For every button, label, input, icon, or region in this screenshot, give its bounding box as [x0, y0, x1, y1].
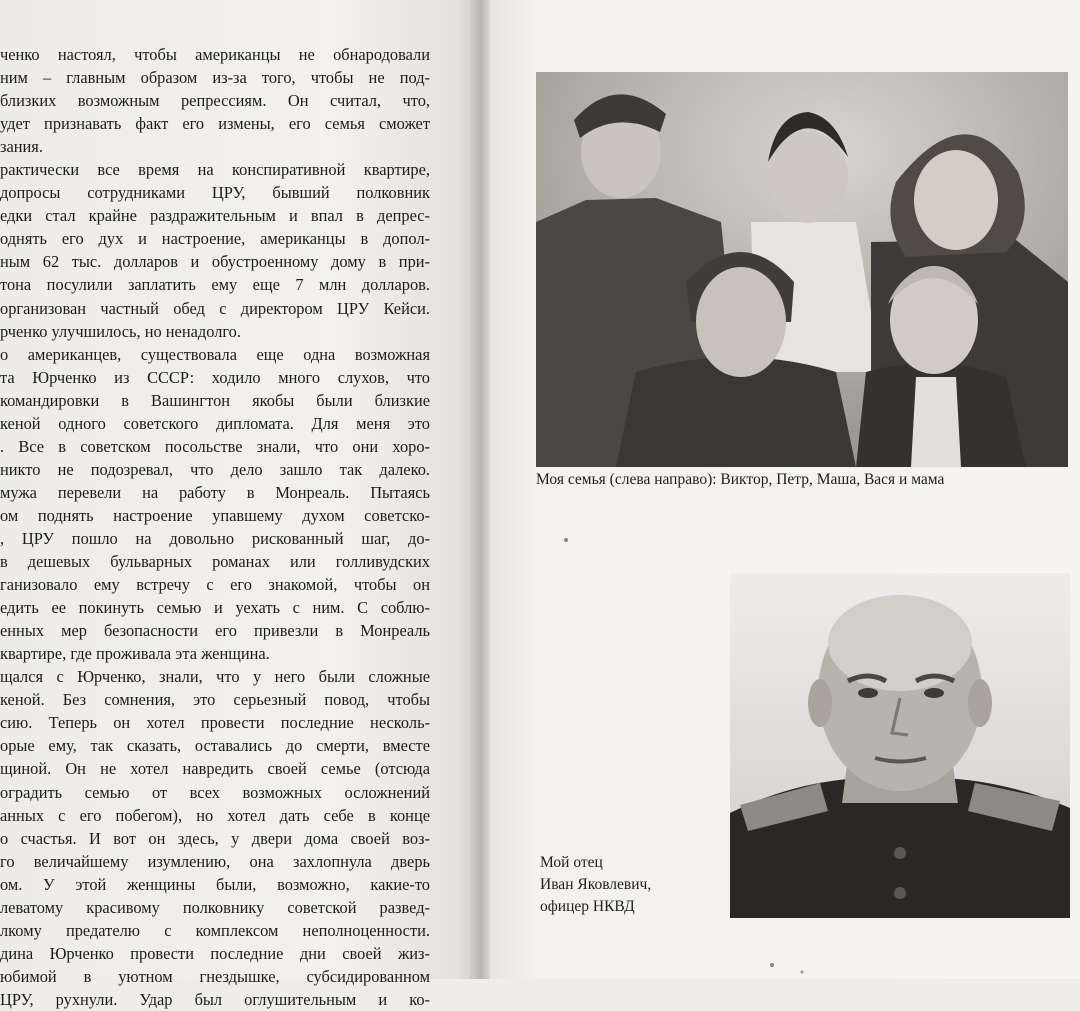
- body-text: [0, 43, 430, 1011]
- text-line: го величайшему изумлению, она захлопнула дверь: [0, 851, 430, 871]
- text-line: щиной. Он не хотел навредить своей семье (отсюда: [0, 759, 430, 779]
- text-line: никто не подозревал, что дело зашло так далеко.: [0, 459, 430, 479]
- text-line: ным 62 тыс. долларов и обустроенному дому в при-: [0, 252, 430, 272]
- text-line: ченко настоял, чтобы американцы не обнародовали: [0, 45, 430, 64]
- text-line: та Юрченко из СССР: ходило много слухов, что: [0, 367, 430, 387]
- text-line: командировки в Вашингтон якобы были близкие: [0, 390, 430, 410]
- text-line: . Все в советском посольстве знали, что они хоро-: [0, 436, 430, 456]
- text-line: организован частный обед с директором ЦРУ Кейси.: [0, 298, 430, 318]
- text-line: кеной. Без сомнения, это серьезный повод, чтобы: [0, 690, 430, 710]
- text-line: допросы сотрудниками ЦРУ, бывший полковник: [0, 183, 430, 203]
- text-line: тона посулили заплатить ему еще 7 млн долларов.: [0, 275, 430, 295]
- text-line: кеной одного советского дипломата. Для меня это: [0, 413, 430, 433]
- text-line: анных с его побегом), но хотел дать себе в конце: [0, 805, 430, 825]
- text-line: лкому предателю с комплексом неполноценности.: [0, 920, 430, 940]
- text-line: в дешевых бульварных романах или голливудских: [0, 552, 430, 572]
- text-line: о американцев, существовала еще одна возможная: [0, 344, 430, 364]
- family-photo-caption: Моя семья (слева направо): Виктор, Петр, Маша, Вася и мама: [536, 471, 945, 488]
- text-line: орые ему, так сказать, оставались до смерти, вместе: [0, 736, 430, 756]
- text-line: о счастья. И вот он здесь, у двери дома своей воз-: [0, 828, 430, 848]
- text-line: , ЦРУ пошло на довольно рискованный шаг, до-: [0, 528, 430, 548]
- text-line: ом. У этой женщины были, возможно, какие-то: [0, 874, 430, 894]
- father-caption-line-3: офицер НКВД: [540, 898, 635, 915]
- text-line: дина Юрченко провести последние дни своей жиз-: [0, 943, 430, 963]
- text-line: оградить семью от всех возможных осложнений: [0, 782, 430, 802]
- text-line: ЦРУ, рухнули. Удар был оглушительным и ко-: [0, 989, 430, 1009]
- text-line: сию. Теперь он хотел провести последние несколь-: [0, 713, 430, 733]
- text-line: однять его дух и настроение, американцы в допол-: [0, 229, 430, 249]
- text-line: удет признавать факт его измены, его семья сможет: [0, 114, 430, 134]
- text-line: мужа перевели на работу в Монреаль. Пытаясь: [0, 482, 430, 502]
- text-line: леватому красивому полковнику советской развед-: [0, 897, 430, 917]
- text-line: рченко улучшилось, но ненадолго.: [0, 321, 241, 341]
- text-line: юбимой в уютном гнездышке, субсидированном: [0, 966, 430, 986]
- text-line: енных мер безопасности его привезли в Монреаль: [0, 621, 430, 641]
- text-line: щался с Юрченко, знали, что у него были сложные: [0, 667, 430, 687]
- text-line: едки стал крайне раздражительным и впал в депрес-: [0, 206, 430, 226]
- text-line: ом поднять настроение упавшему духом советско-: [0, 505, 430, 525]
- text-line: квартире, где проживала эта женщина.: [0, 644, 270, 664]
- text-line: зания.: [0, 137, 43, 157]
- text-line: близких возможным репрессиям. Он считал, что,: [0, 91, 430, 111]
- text-line: рактически все время на конспиративной квартире,: [0, 160, 430, 180]
- text-line: едить ее покинуть семью и уехать с ним. С соблю-: [0, 598, 430, 618]
- text-line: ним – главным образом из-за того, чтобы не под-: [0, 68, 430, 88]
- father-caption-line-1: Мой отец: [540, 854, 603, 871]
- right-page: [490, 0, 1080, 979]
- paper-specks: [490, 0, 1080, 979]
- left-page: [0, 0, 478, 1009]
- text-line: ганизовало ему встречу с его знакомой, чтобы он: [0, 575, 430, 595]
- father-caption-line-2: Иван Яковлевич,: [540, 876, 652, 893]
